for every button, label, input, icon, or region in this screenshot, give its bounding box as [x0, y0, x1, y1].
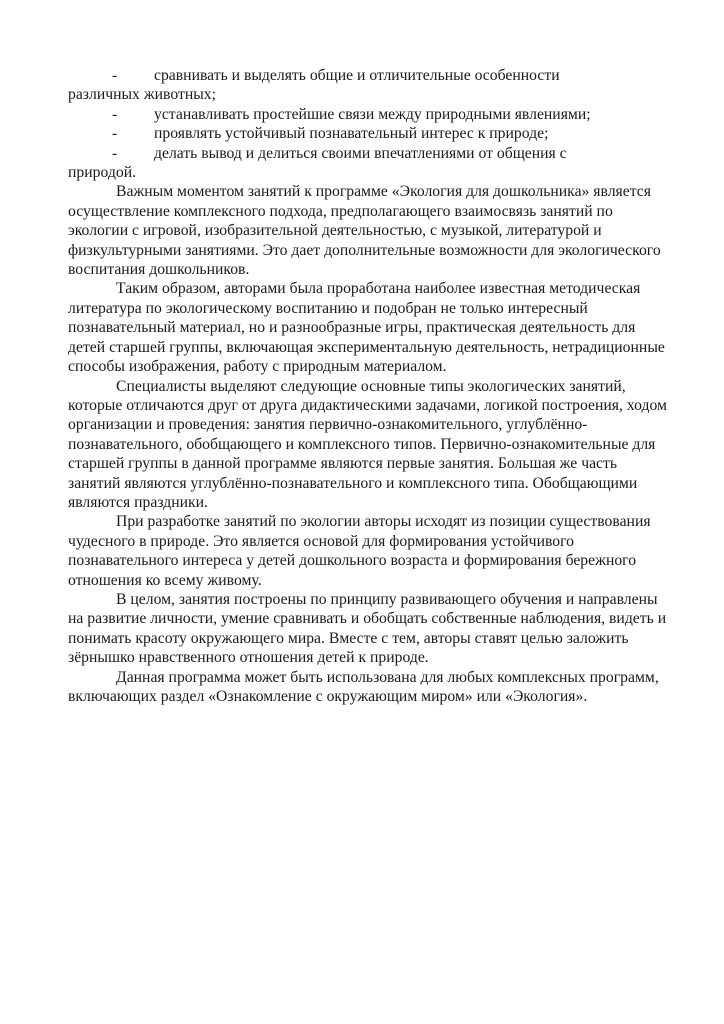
document-text: [68, 66, 668, 706]
bullet-text: делать вывод и делиться своими впечатлениями от общения с: [154, 144, 567, 162]
paragraph: В целом, занятия построены по принципу развивающего обучения и направлены на развитие личности, умение сравнивать и обобщать собственные наблюдения, видеть и понимать красоту окружающего мира. Вместе с тем, авторы ставят целью заложить зёрнышко нравственного отношения детей к природе.: [68, 590, 667, 667]
paragraph: Таким образом, авторами была проработана наиболее известная методическая литература по экологическому воспитанию и подобран не только интересный познавательный материал, но и разнообразные игры, практическая деятельность для детей старшей группы, включающая экспериментальную деятельность, нетрадиционные способы изображения, работу с природным материалом.: [68, 280, 665, 376]
bullet-text: сравнивать и выделять общие и отличительные особенности: [154, 67, 560, 84]
bullet-dash: -: [112, 125, 118, 143]
bullet-continuation: природой.: [68, 164, 137, 182]
paragraph: Данная программа может быть использована для любых комплексных программ, включающих раздел «Ознакомление с окружающим миром» или «Экология».: [68, 668, 659, 705]
paragraph: Важным моментом занятий к программе «Экология для дошкольника» является осуществление комплексного подхода, предполагающего взаимосвязь занятий по экологии с игровой, изобразительной деятельностью, с музыкой, литературой и физкультурными занятиями. Это дает дополнительные возможности для экологического воспитания дошкольников.: [68, 183, 661, 279]
bullet-continuation: различных животных;: [68, 86, 216, 104]
bullet-item: [68, 105, 668, 124]
paragraph: Специалисты выделяют следующие основные типы экологических занятий, которые отличаются друг от друга дидактическими задачами, логикой построения, ходом организации и проведения: занятия первично-ознакомительного, углублённо-познавательного, обобщающего и комплексного типов. Первично-ознакомительные для старшей группы в данной программе являются первые занятия. Большая же часть занятий являются углублённо-познавательного и комплексного типа. Обобщающими являются праздники.: [68, 377, 667, 511]
paragraph: При разработке занятий по экологии авторы исходят из позиции существования чудесного в природе. Это является основой для формирования устойчивого познавательного интереса у детей дошкольного возраста и формирования бережного отношения ко всему живому.: [68, 513, 651, 589]
bullet-item: [68, 144, 668, 183]
bullet-text: проявлять устойчивый познавательный интерес к природе;: [154, 125, 549, 143]
bullet-item: [68, 124, 668, 143]
bullet-dash: -: [112, 144, 118, 162]
bullet-text: устанавливать простейшие связи между природными явлениями;: [154, 105, 591, 123]
bullet-item: [68, 66, 668, 105]
bullet-dash: -: [112, 105, 118, 123]
bullet-dash: -: [112, 67, 118, 84]
